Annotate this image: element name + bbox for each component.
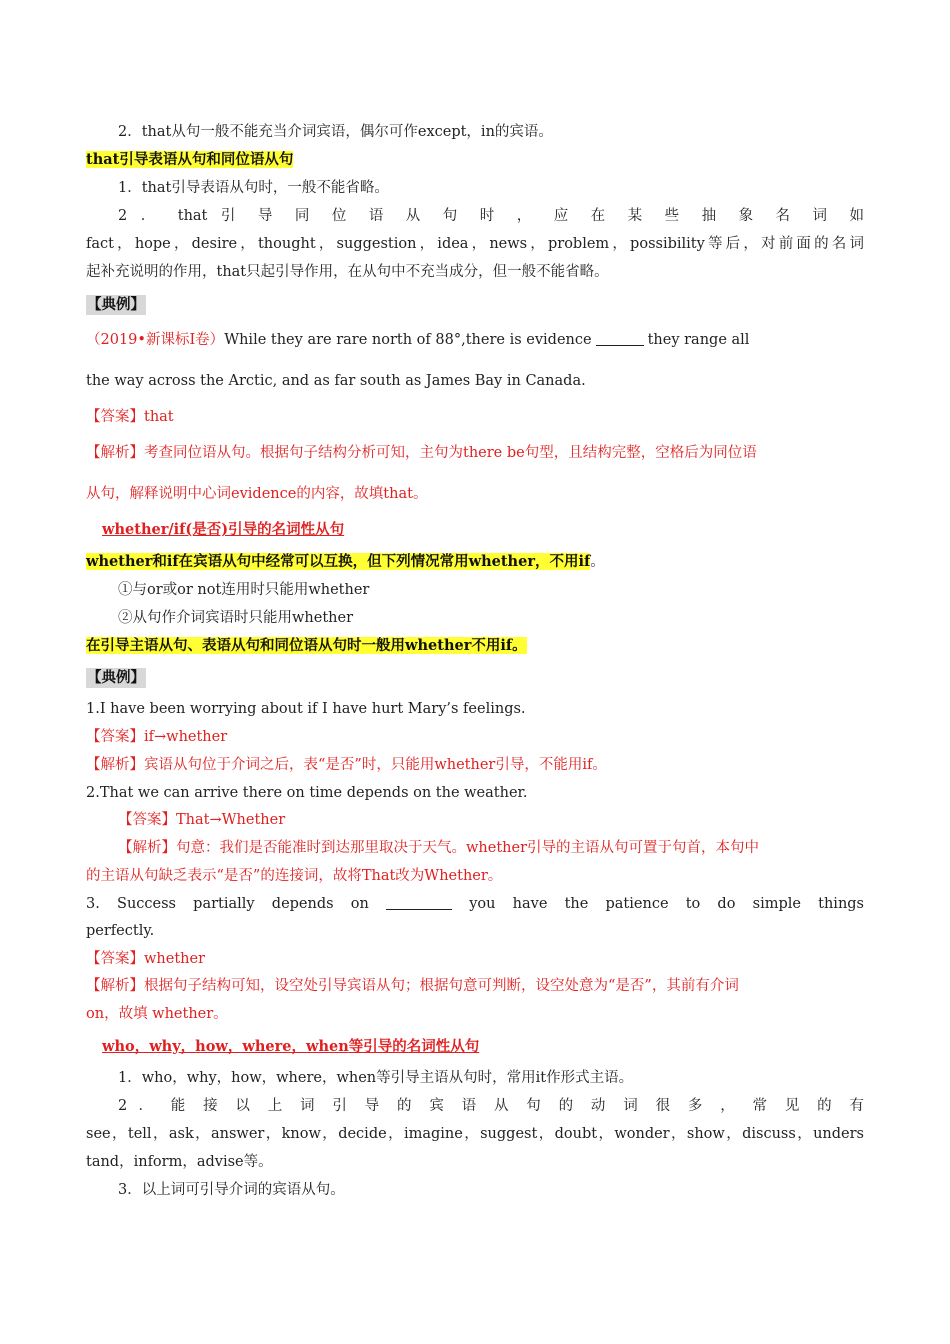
text-line: 起补充说明的作用，that只起引导作用，在从句中不充当成分，但一般不能省略。 <box>86 264 609 280</box>
text-line: 2 ． that 引 导 同 位 语 从 句 时 ， 应 在 某 些 抽 象 名 词 如 <box>118 208 864 224</box>
question-line: perfectly. <box>86 923 155 939</box>
highlight-heading: that引导表语从句和同位语从句 <box>86 151 294 168</box>
highlight-rule: whether和if在宾语从句中经常可以互换，但下列情况常用whether，不用if <box>86 553 591 570</box>
text-line: 2 ． 能 接 以 上 词 引 导 的 宾 语 从 句 的 动 词 很 多 ， 常 见 的 有 <box>118 1098 864 1114</box>
red-heading: who，why，how，where，when <box>102 1038 349 1055</box>
answer-line: 【答案】if→whether <box>86 729 228 745</box>
question-text: you have the patience to do simple things <box>469 896 865 912</box>
analysis-line: 【解析】考查同位语从句。根据句子结构分析可知，主句为there be句型，且结构完整，空格后为同位语 <box>86 445 757 461</box>
question-text: While they are rare north of 88°,there is evidence <box>224 332 592 348</box>
text-line: ②从句作介词宾语时只能用whether <box>118 610 354 626</box>
question-line: the way across the Arctic, and as far south as James Bay in Canada. <box>86 373 586 389</box>
answer-blank <box>596 331 644 346</box>
rule-line <box>86 636 864 656</box>
text-line: tand，inform，advise等。 <box>86 1154 273 1170</box>
text-line: 3．以上词可引导介词的宾语从句。 <box>118 1182 345 1198</box>
question-line <box>86 330 864 350</box>
question-source: （2019•新课标Ⅰ卷） <box>86 332 225 348</box>
example-label <box>86 295 864 315</box>
rule-line: whether和if在宾语从句中经常可以互换，但下列情况常用whether，不用if。 <box>86 553 605 570</box>
answer-line: 【答案】that <box>86 409 174 425</box>
answer-line: 【答案】whether <box>86 951 206 967</box>
analysis-line: 的主语从句缺乏表示“是否”的连接词，故将That改为Whether。 <box>86 868 503 884</box>
text-line: 1．that引导表语从句时，一般不能省略。 <box>118 180 389 196</box>
text-line: 2．that从句一般不能充当介词宾语，偶尔可作except，in的宾语。 <box>118 124 553 140</box>
section-heading <box>102 1037 864 1057</box>
question-text: 3. Success partially depends on <box>86 896 369 912</box>
question-line: 1.I have been worrying about if I have hurt Mary’s feelings. <box>86 701 526 717</box>
question-line: 2.That we can arrive there on time depends on the weather. <box>86 785 528 801</box>
answer-line: 【答案】That→Whether <box>118 812 286 828</box>
analysis-line: 【解析】宾语从句位于介词之后，表“是否”时，只能用whether引导，不能用if。 <box>86 757 607 773</box>
analysis-line: on，故填 whether。 <box>86 1006 228 1022</box>
example-box: 【典例】 <box>87 669 145 686</box>
section-heading <box>102 520 864 540</box>
question-text: they range all <box>647 332 750 348</box>
analysis-line: 【解析】句意：我们是否能准时到达那里取决于天气。whether引导的主语从句可置于句首，本句中 <box>118 840 760 856</box>
text-line: fact，hope，desire，thought，suggestion，idea，news，problem，possibility等后，对前面的名词 <box>86 236 864 252</box>
highlight-rule: 在引导主语从句、表语从句和同位语从句时一般用whether不用if。 <box>86 637 527 654</box>
analysis-line: 【解析】根据句子结构可知，设空处引导宾语从句；根据句意可判断，设空处意为“是否”，其前有介词 <box>86 978 739 994</box>
answer-blank <box>386 895 452 910</box>
question-line <box>86 894 864 914</box>
text-line: see，tell，ask，answer，know，decide，imagine，suggest，doubt，wonder，show，discuss，unders <box>86 1126 864 1142</box>
red-heading: 等引导的名词性从句 <box>348 1038 480 1055</box>
analysis-line: 从句，解释说明中心词evidence的内容，故填that。 <box>86 486 428 502</box>
example-label <box>86 668 864 688</box>
text-line: ①与or或or not连用时只能用whether <box>118 582 370 598</box>
section-heading <box>86 150 864 170</box>
text-line: 1．who，why，how，where，when等引导主语从句时，常用it作形式主语。 <box>118 1070 634 1086</box>
red-heading: whether/if(是否)引导的名词性从句 <box>102 521 345 538</box>
example-box: 【典例】 <box>87 296 145 313</box>
